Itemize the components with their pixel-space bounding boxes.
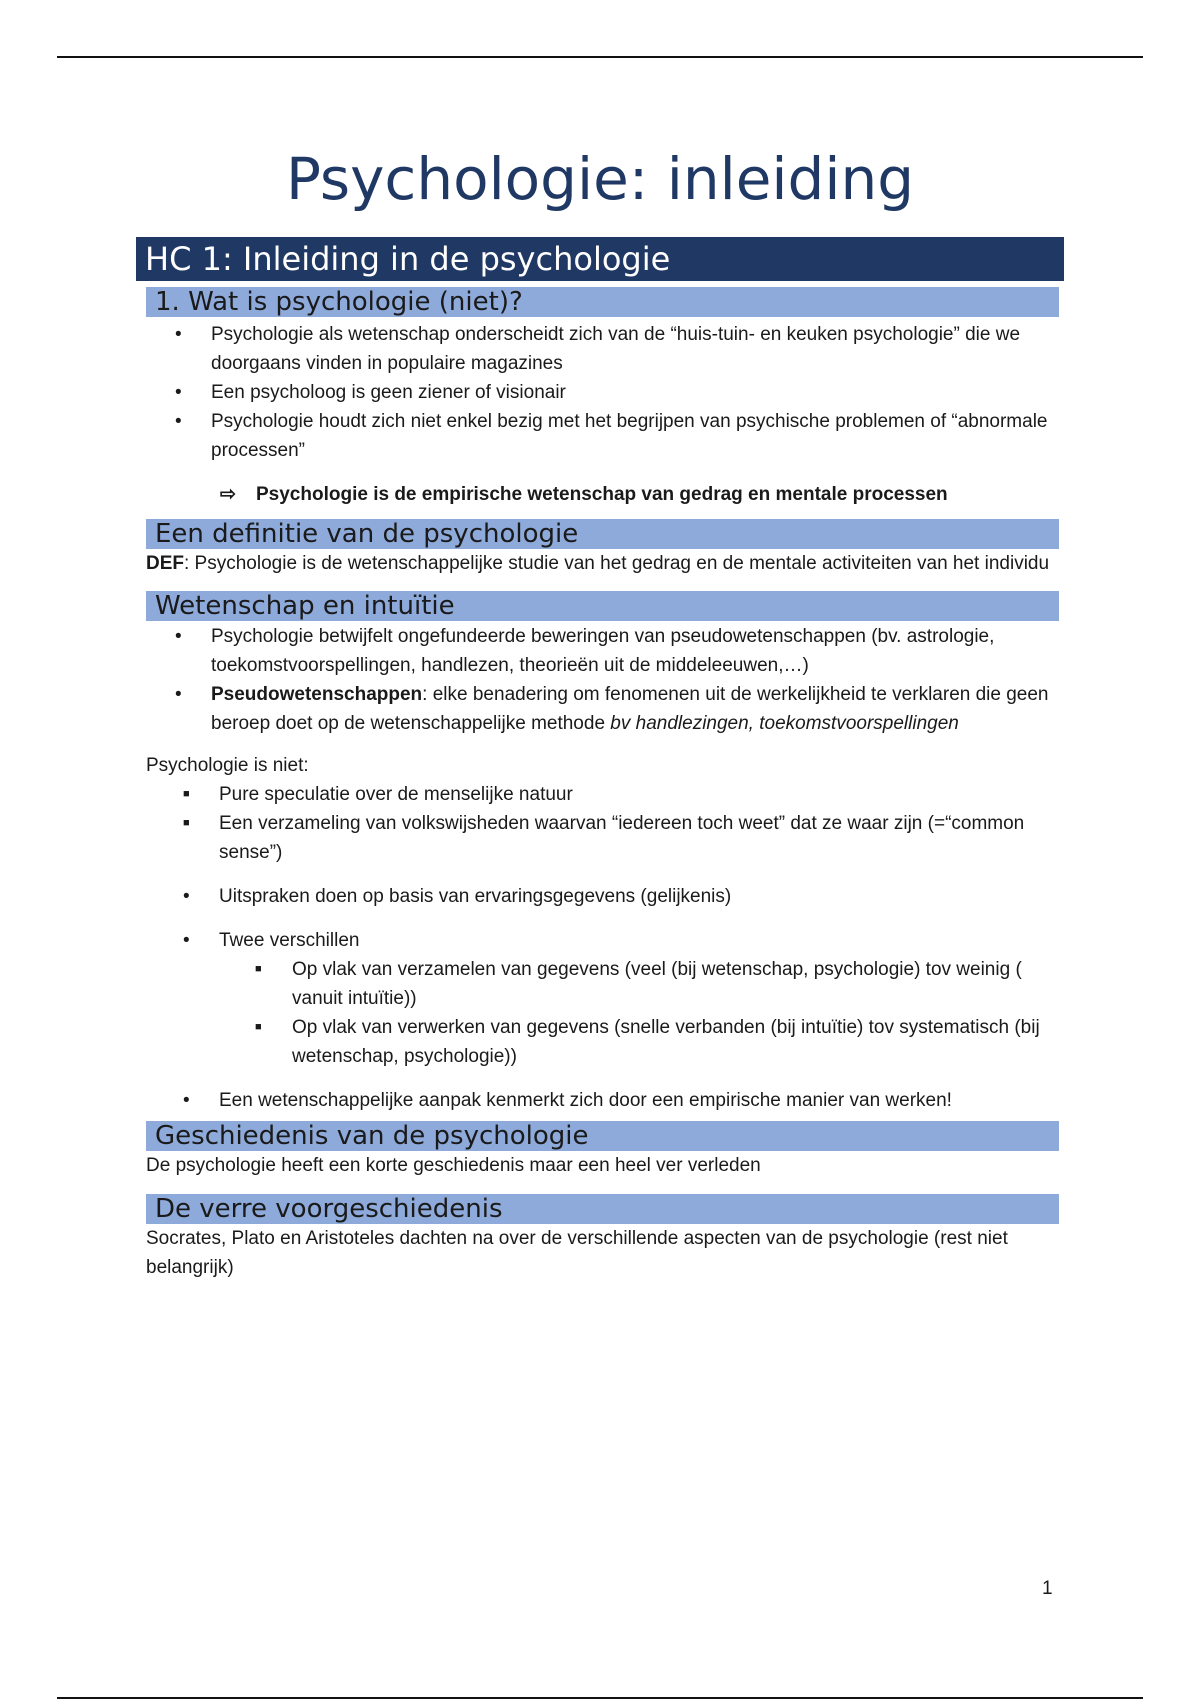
- footer-rule: [57, 1697, 1143, 1699]
- arrow-right-icon: ⇨: [220, 484, 236, 505]
- def-text: : Psychologie is de wetenschappelijke studie van het gedrag en de mentale activiteiten van het individu: [184, 553, 1050, 574]
- section-heading-geschiedenis: Geschiedenis van de psychologie: [146, 1121, 1059, 1151]
- section-heading-voorgeschiedenis: De verre voorgeschiedenis: [146, 1194, 1059, 1224]
- list-item: • Een psycholoog is geen ziener of visionair: [137, 378, 1059, 407]
- list-item: ■ Op vlak van verwerken van gegevens (snelle verbanden (bij intuïtie) tov systematisch (bij wetenschap, psychologie)): [137, 1013, 1059, 1071]
- list-item: ■ Op vlak van verzamelen van gegevens (veel (bij wetenschap, psychologie) tov weinig ( vanuit intuïtie)): [137, 955, 1059, 1013]
- hc1-heading: HC 1: Inleiding in de psychologie: [136, 237, 1064, 281]
- uitspraken-list: [137, 882, 1059, 911]
- twee-list: [137, 926, 1059, 955]
- niet-list: [137, 780, 1059, 867]
- pseudowetenschappen-def: : elke benadering om fenomenen uit de werkelijkheid te verklaren die geen beroep doet op de wetenschappelijke methode: [211, 684, 1049, 734]
- section-heading-wat-is-psychologie: 1. Wat is psychologie (niet)?: [146, 287, 1059, 317]
- list-item: [137, 680, 1059, 738]
- section-heading-definitie: Een definitie van de psychologie: [146, 519, 1059, 549]
- conclusion-text: Psychologie is de empirische wetenschap van gedrag en mentale processen: [256, 484, 948, 505]
- list-item: • Psychologie houdt zich niet enkel bezig met het begrijpen van psychische problemen of “abnormale processen”: [137, 407, 1059, 465]
- list-item: • Psychologie als wetenschap onderscheidt zich van de “huis-tuin- en keuken psychologie” die we doorgaans vinden in populaire magazines: [137, 320, 1059, 378]
- list-item: ■ Pure speculatie over de menselijke natuur: [137, 780, 1059, 809]
- header-rule: [57, 56, 1143, 58]
- page-content: [137, 237, 1059, 1282]
- conclusion-line: [137, 480, 1059, 509]
- geschiedenis-paragraph: De psychologie heeft een korte geschiedenis maar een heel ver verleden: [146, 1155, 761, 1176]
- section1-bullet-list: [137, 320, 1059, 465]
- niet-intro: Psychologie is niet:: [146, 755, 309, 776]
- verschillen-list: [137, 955, 1059, 1071]
- pseudowetenschappen-term: Pseudowetenschappen: [211, 684, 423, 705]
- document-title: Psychologie: inleiding: [285, 145, 915, 213]
- section-heading-wetenschap-intuitie: Wetenschap en intuïtie: [146, 591, 1059, 621]
- list-item: • Psychologie betwijfelt ongefundeerde beweringen van pseudowetenschappen (bv. astrologie, toekomstvoorspellingen, handlezen, theorieën uit de middeleeuwen,…): [137, 622, 1059, 680]
- list-item: • Twee verschillen: [137, 926, 1059, 955]
- definition-paragraph: [137, 549, 1059, 578]
- page-number: 1: [1042, 1578, 1053, 1599]
- pseudowetenschappen-examples: bv handlezingen, toekomstvoorspellingen: [610, 713, 959, 734]
- section3-bullet-list: [137, 622, 1059, 738]
- list-item: ■ Een verzameling van volkswijsheden waarvan “iedereen toch weet” dat ze waar zijn (=“common sense”): [137, 809, 1059, 867]
- list-item: • Uitspraken doen op basis van ervaringsgegevens (gelijkenis): [137, 882, 1059, 911]
- def-label: DEF: [146, 553, 184, 574]
- list-item: • Een wetenschappelijke aanpak kenmerkt zich door een empirische manier van werken!: [137, 1086, 1059, 1115]
- voorgeschiedenis-paragraph: Socrates, Plato en Aristoteles dachten na over de verschillende aspecten van de psychologie (rest niet belangrijk): [146, 1228, 1008, 1278]
- aanpak-list: [137, 1086, 1059, 1115]
